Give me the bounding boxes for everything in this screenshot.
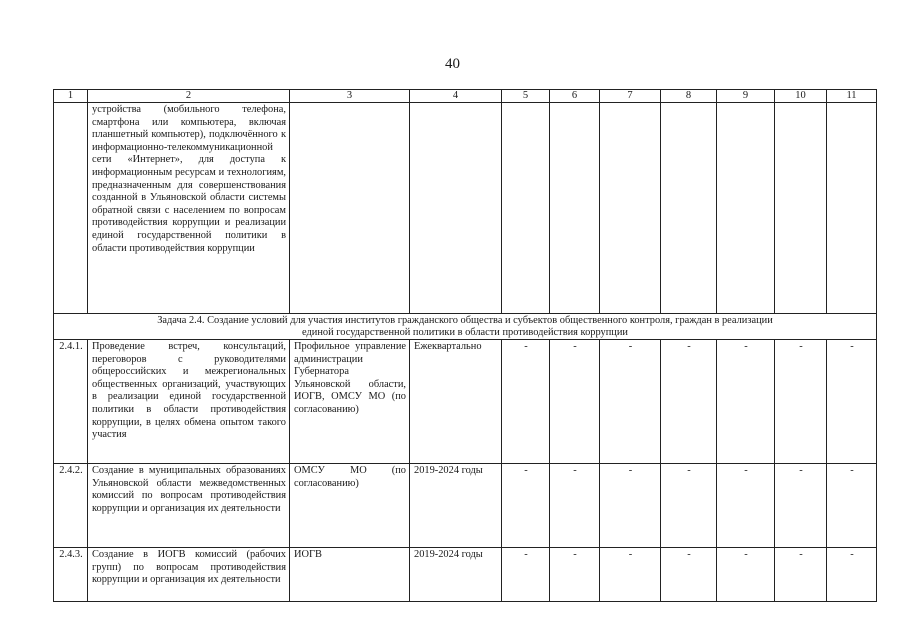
col-header: 10 xyxy=(775,90,827,103)
cell-description: Создание в ИОГВ комиссий (рабочих групп) по вопросам противодействия коррупции и организация их деятельности xyxy=(88,548,290,602)
col-header: 5 xyxy=(502,90,550,103)
col-header: 8 xyxy=(661,90,717,103)
cell-num: 2.4.1. xyxy=(54,340,88,464)
table-row xyxy=(54,464,877,548)
cell-value: - xyxy=(600,340,661,464)
cell-value: - xyxy=(661,340,717,464)
cell-num: 2.4.2. xyxy=(54,464,88,548)
cell-value: - xyxy=(550,340,600,464)
cell-value: - xyxy=(717,340,775,464)
cell-executor: ИОГВ xyxy=(290,548,410,602)
table-row xyxy=(54,548,877,602)
cell-value: - xyxy=(717,464,775,548)
column-number-row xyxy=(54,90,877,103)
col-header: 9 xyxy=(717,90,775,103)
measures-table xyxy=(53,89,877,602)
cell-executor: Профильное управление администрации Губернатора Ульяновской области, ИОГВ, ОМСУ МО (по согласованию) xyxy=(290,340,410,464)
table-row-continued xyxy=(54,103,877,314)
col-header: 1 xyxy=(54,90,88,103)
task-heading-line2: единой государственной политики в области противодействия коррупции xyxy=(302,327,628,338)
col-header: 4 xyxy=(410,90,502,103)
cell-value: - xyxy=(661,464,717,548)
cell-value: - xyxy=(827,548,877,602)
cell-executor: ОМСУ МО (по согласованию) xyxy=(290,464,410,548)
cell-value: - xyxy=(600,548,661,602)
task-heading xyxy=(54,314,877,340)
task-heading-line1: Задача 2.4. Создание условий для участия институтов гражданского общества и субъектов общественного контроля, граждан в реализации xyxy=(157,315,773,326)
cell-num xyxy=(54,103,88,314)
cell-value: - xyxy=(502,464,550,548)
cell-num: 2.4.3. xyxy=(54,548,88,602)
cell-value: - xyxy=(775,548,827,602)
col-header: 7 xyxy=(600,90,661,103)
cell-value: - xyxy=(827,464,877,548)
cell-period xyxy=(410,103,502,314)
cell-value: - xyxy=(827,340,877,464)
col-header: 3 xyxy=(290,90,410,103)
table-row xyxy=(54,340,877,464)
cell-period: Ежеквартально xyxy=(410,340,502,464)
cell-value: - xyxy=(550,548,600,602)
cell-executor xyxy=(290,103,410,314)
cell-description: устройства (мобильного телефона, смартфона или компьютера, включая планшетный компьютер), подключённого к информационно-телекоммуникационной сети «Интернет», для доступа к информационным ресурсам и технологиям, предназначенным для совершенствования созданной в Ульяновской области системы обратной связи с населением по вопросам противодействия коррупции и реализации единой государственной политики в области противодействия коррупции xyxy=(88,103,290,314)
cell-period: 2019-2024 годы xyxy=(410,464,502,548)
cell-description: Создание в муниципальных образованиях Ульяновской области межведомственных комиссий по вопросам противодействия коррупции и организация их деятельности xyxy=(88,464,290,548)
cell-value: - xyxy=(600,464,661,548)
col-header: 11 xyxy=(827,90,877,103)
cell-value: - xyxy=(502,340,550,464)
cell-value: - xyxy=(502,548,550,602)
cell-value: - xyxy=(717,548,775,602)
cell-value: - xyxy=(550,464,600,548)
cell-description: Проведение встреч, консультаций, переговоров с руководителями общероссийских и межрегиональных общественных организаций, участвующих в реализации единой государственной политики в области противодействия коррупции, в целях обмена опытом такого участия xyxy=(88,340,290,464)
page-number: 40 xyxy=(445,56,460,72)
cell-value: - xyxy=(775,464,827,548)
cell-value: - xyxy=(775,340,827,464)
task-row xyxy=(54,314,877,340)
cell-period: 2019-2024 годы xyxy=(410,548,502,602)
cell-value: - xyxy=(661,548,717,602)
col-header: 2 xyxy=(88,90,290,103)
col-header: 6 xyxy=(550,90,600,103)
